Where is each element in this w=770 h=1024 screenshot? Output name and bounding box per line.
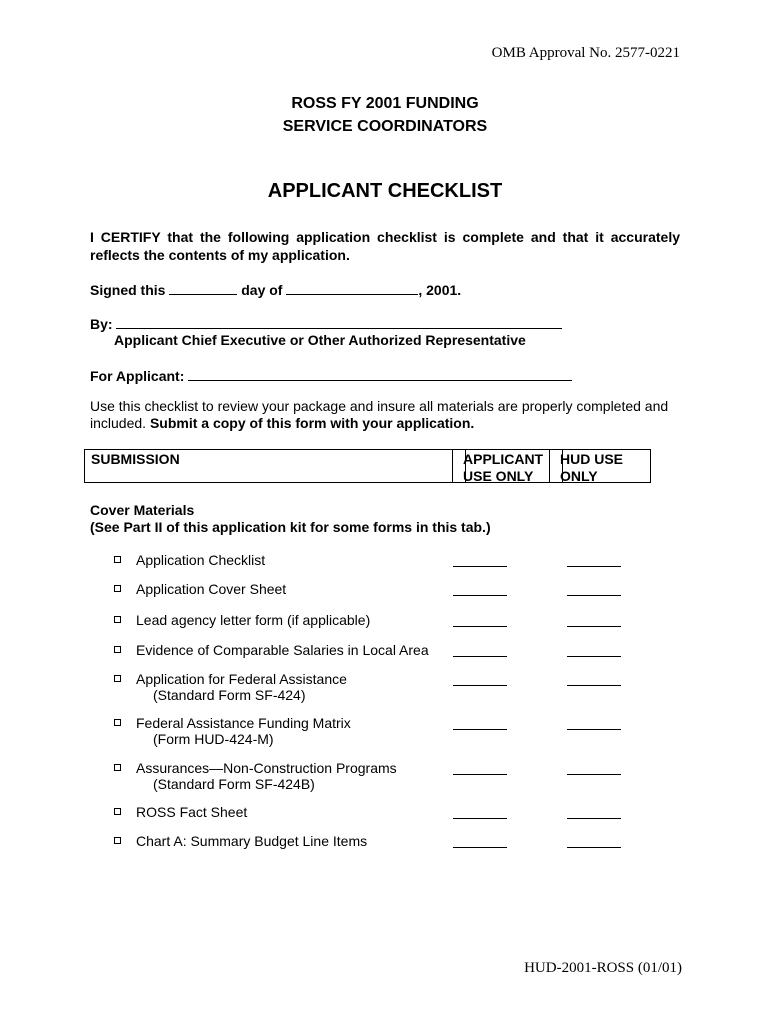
- item-label: Application Cover Sheet: [136, 581, 287, 597]
- hud-use-column-header: [554, 450, 650, 482]
- hud-use-blank[interactable]: [567, 656, 621, 657]
- section-subtitle: (See Part II of this application kit for some forms in this tab.): [90, 519, 491, 535]
- item-label: Federal Assistance Funding Matrix: [136, 715, 351, 731]
- checkbox[interactable]: [114, 616, 121, 623]
- item-label: Chart A: Summary Budget Line Items: [136, 833, 368, 849]
- instructions-bold-text: Submit a copy of this form with your application.: [149, 415, 475, 431]
- item-label: Assurances—Non-Construction Programs: [136, 760, 397, 776]
- hud-use-blank[interactable]: [567, 818, 621, 819]
- applicant-use-column-header: [457, 450, 550, 482]
- submission-table-header: [84, 449, 651, 483]
- hud-use-blank[interactable]: [567, 626, 621, 627]
- month-blank-field[interactable]: [286, 281, 418, 295]
- checkbox[interactable]: [114, 808, 121, 815]
- applicant-header-line2: USE ONLY: [463, 468, 534, 484]
- hud-use-blank[interactable]: [567, 847, 621, 848]
- page-title: APPLICANT CHECKLIST: [267, 180, 503, 202]
- item-label: Evidence of Comparable Salaries in Local Area: [136, 642, 429, 658]
- checkbox[interactable]: [114, 837, 121, 844]
- item-label: ROSS Fact Sheet: [136, 804, 248, 820]
- applicant-use-blank[interactable]: [453, 595, 507, 596]
- for-applicant-line: [90, 367, 572, 384]
- applicant-name-blank-field[interactable]: [188, 367, 572, 381]
- signature-blank-field[interactable]: [116, 315, 562, 329]
- checkbox[interactable]: [114, 764, 121, 771]
- day-of-label: day of: [241, 282, 283, 298]
- hud-use-blank[interactable]: [567, 566, 621, 567]
- by-label: By:: [90, 316, 113, 332]
- checkbox[interactable]: [114, 719, 121, 726]
- applicant-header-line1: APPLICANT: [463, 451, 544, 467]
- item-sublabel: (Standard Form SF-424): [153, 687, 306, 703]
- checkbox[interactable]: [114, 675, 121, 682]
- item-label: Application Checklist: [136, 552, 266, 568]
- item-label: Application for Federal Assistance: [136, 671, 347, 687]
- applicant-use-blank[interactable]: [453, 656, 507, 657]
- item-label: Lead agency letter form (if applicable): [136, 612, 371, 628]
- applicant-use-blank[interactable]: [453, 847, 507, 848]
- applicant-use-blank[interactable]: [453, 685, 507, 686]
- checkbox[interactable]: [114, 646, 121, 653]
- applicant-use-blank[interactable]: [453, 818, 507, 819]
- hud-use-blank[interactable]: [567, 685, 621, 686]
- by-line: [90, 315, 562, 332]
- applicant-use-blank[interactable]: [453, 626, 507, 627]
- program-subtitle: SERVICE COORDINATORS: [282, 118, 488, 135]
- day-blank-field[interactable]: [169, 281, 237, 295]
- omb-approval-number: OMB Approval No. 2577-0221: [491, 45, 680, 61]
- hud-use-blank[interactable]: [567, 774, 621, 775]
- certification-statement: I CERTIFY that the following application checklist is complete and that it accurately reflects the contents of my application.: [90, 229, 680, 263]
- instructions: [90, 398, 680, 432]
- hud-header-line1: HUD USE: [560, 451, 624, 467]
- form-identifier: HUD-2001-ROSS (01/01): [524, 960, 682, 976]
- section-title: Cover Materials: [90, 502, 195, 518]
- applicant-use-blank[interactable]: [453, 566, 507, 567]
- checkbox[interactable]: [114, 585, 121, 592]
- applicant-use-blank[interactable]: [453, 774, 507, 775]
- submission-column-header: SUBMISSION: [85, 450, 453, 482]
- hud-header-line2: ONLY: [560, 468, 598, 484]
- checkbox[interactable]: [114, 556, 121, 563]
- hud-use-blank[interactable]: [567, 595, 621, 596]
- year-label: , 2001.: [418, 282, 462, 298]
- item-sublabel: (Form HUD-424-M): [153, 731, 274, 747]
- signed-line: [90, 281, 461, 298]
- hud-use-blank[interactable]: [567, 729, 621, 730]
- program-title: ROSS FY 2001 FUNDING: [291, 95, 479, 112]
- instructions-text: Use this checklist to review your package and insure all materials are properly completed and included.: [90, 398, 669, 431]
- applicant-use-blank[interactable]: [453, 729, 507, 730]
- for-applicant-label: For Applicant:: [90, 368, 185, 384]
- representative-label: Applicant Chief Executive or Other Authorized Representative: [114, 332, 526, 348]
- cover-materials-section: [90, 502, 491, 536]
- signed-prefix: Signed this: [90, 282, 166, 298]
- item-sublabel: (Standard Form SF-424B): [153, 776, 315, 792]
